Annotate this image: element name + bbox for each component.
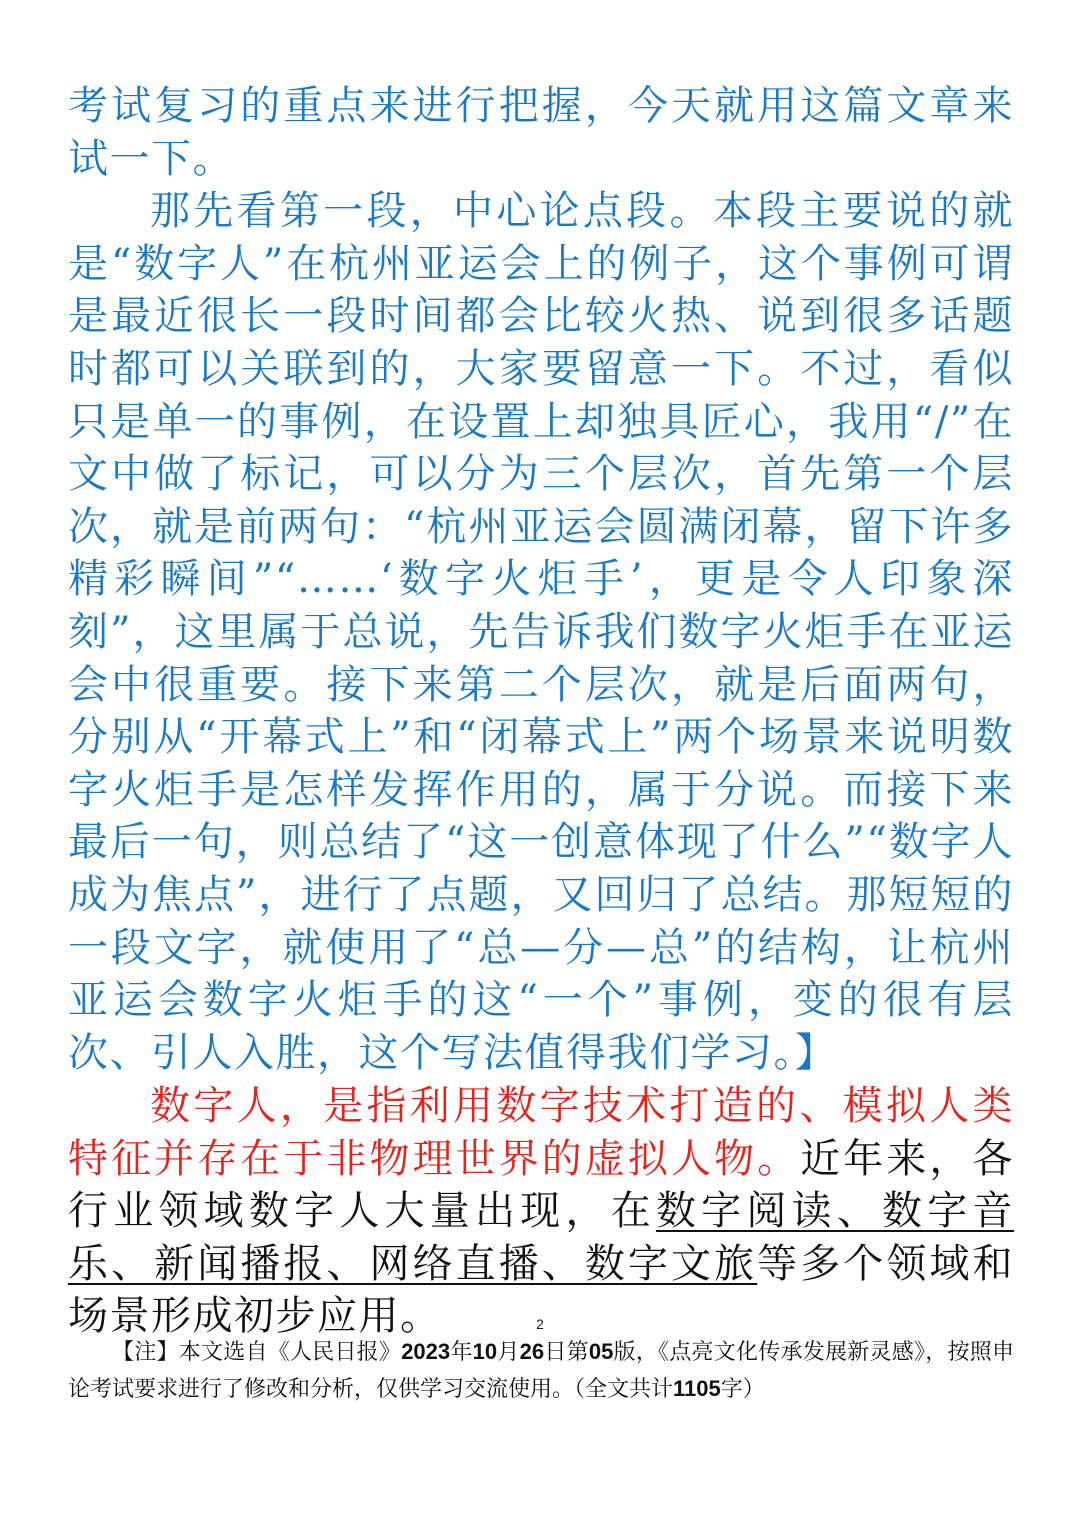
- note-text: 字）: [720, 1377, 765, 1402]
- note-word-count: 1105: [673, 1376, 721, 1401]
- note-edition: 05: [588, 1339, 614, 1364]
- article-text-1: 近年来，各行业领域数字人大量出现，在: [68, 1135, 1015, 1235]
- article-text-2: 等多个领域和场景形成初步应用。: [68, 1240, 1015, 1340]
- analysis-paragraph-1: 考试复习的重点来进行把握，今天就用这篇文章来试一下。: [68, 83, 1014, 182]
- article-paragraph: [68, 1080, 1014, 1343]
- note-text: 年: [450, 1340, 473, 1365]
- note-year: 2023: [401, 1339, 451, 1364]
- note-text: 日第: [544, 1340, 589, 1365]
- note-day: 26: [519, 1339, 545, 1364]
- note-text: 月: [497, 1340, 520, 1365]
- note-month: 10: [472, 1339, 498, 1364]
- page-number: 2: [536, 1316, 544, 1332]
- source-note: [68, 1334, 1014, 1408]
- note-prefix: 【注】本文选自《人民日报》: [112, 1340, 402, 1365]
- underlined-fields: 数字阅读、数字音乐、新闻播报、网络直播、数字文旅: [68, 1188, 1015, 1287]
- analysis-text: [68, 80, 1014, 1079]
- analysis-paragraph-2: 那先看第一段，中心论点段。本段主要说的就是“数字人”在杭州亚运会上的例子，这个事例可谓是最近很长一段时间都会比较火热、说到很多话题时都可以关联到的，大家要留意一下。不过，看似只是单一的事例，在设置上却独具匠心，我用“/”在文中做了标记，可以分为三个层次，首先第一个层次，就是前两句：“杭州亚运会圆满闭幕，留下许多精彩瞬间”“……‘数字火炬手’，更是令人印象深刻”，这里属于总说，先告诉我们数字火炬手在亚运会中很重要。接下来第二个层次，就是后面两句，分别从“开幕式上”和“闭幕式上”两个场景来说明数字火炬手是怎样发挥作用的，属于分说。而接下来最后一句，则总结了“这一创意体现了什么”“数字人成为焦点”，进行了点题，又回归了总结。那短短的一段文字，就使用了“总—分—总”的结构，让杭州亚运会数字火炬手的这“一个”事例，变的很有层次、引人入胜，这个写法值得我们学习。】: [68, 188, 1014, 1076]
- definition-text: 数字人，是指利用数字技术打造的、模拟人类特征并存在于非物理世界的虚拟人物。: [68, 1083, 1014, 1182]
- note-text: 版，《点亮文化传承发展新灵感》，按照申论考试要求进行了修改和分析，仅供学习交流使用。（全文共计: [68, 1340, 1014, 1402]
